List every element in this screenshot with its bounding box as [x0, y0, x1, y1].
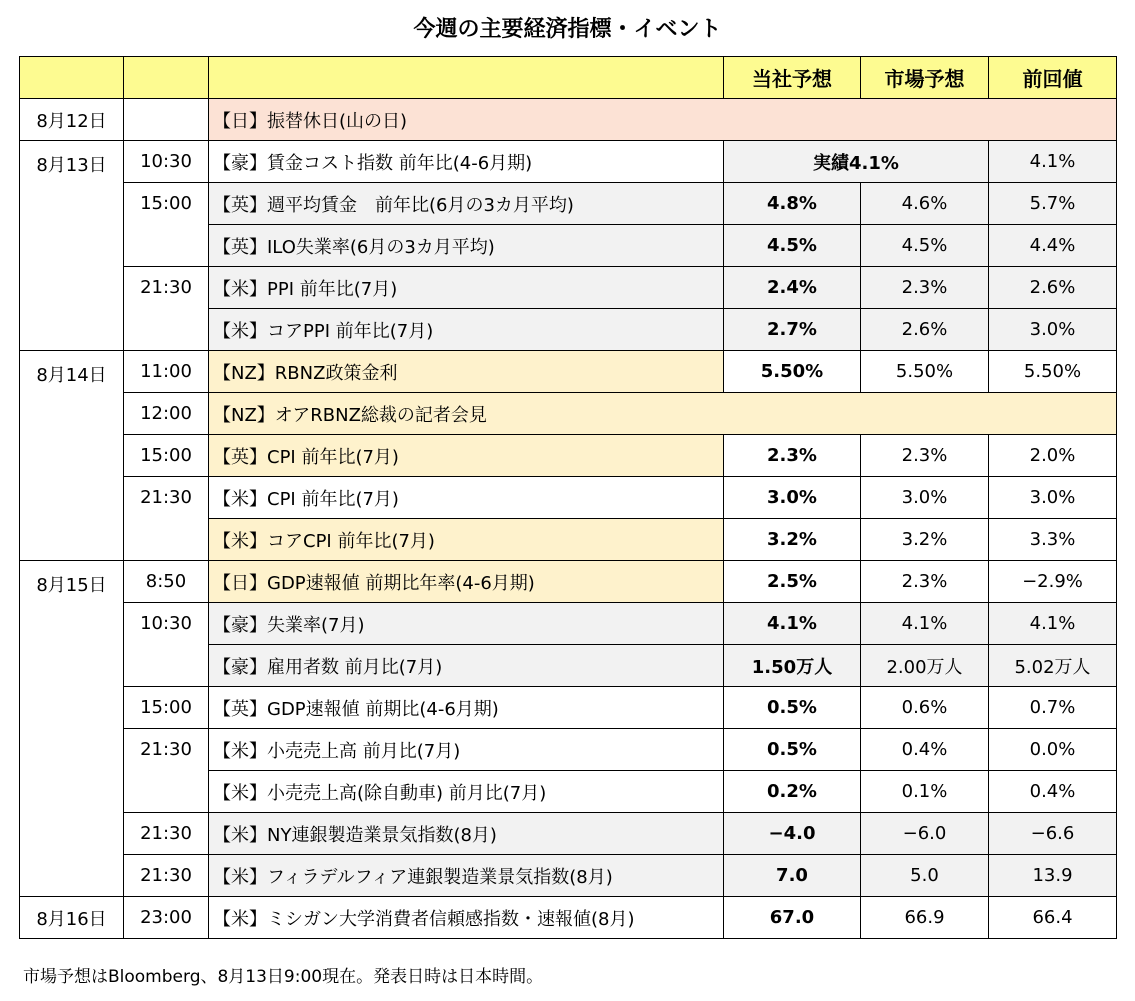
forecast-cell: 3.0% — [724, 477, 861, 519]
market-cell: 5.0 — [861, 855, 989, 897]
market-cell: 2.00万人 — [861, 645, 989, 687]
market-cell: 0.6% — [861, 687, 989, 729]
time-cell — [124, 99, 209, 141]
date-cell: 8月15日 — [20, 561, 124, 897]
time-cell: 8:50 — [124, 561, 209, 603]
market-cell: 4.5% — [861, 225, 989, 267]
header-market: 市場予想 — [861, 57, 989, 99]
previous-cell: 4.1% — [989, 141, 1117, 183]
previous-cell: 5.7% — [989, 183, 1117, 225]
previous-cell: 13.9 — [989, 855, 1117, 897]
event-cell: 【英】GDP速報値 前期比(4-6月期) — [209, 687, 724, 729]
previous-cell: 5.02万人 — [989, 645, 1117, 687]
market-cell: 66.9 — [861, 897, 989, 939]
previous-cell: 0.0% — [989, 729, 1117, 771]
time-cell: 15:00 — [124, 435, 209, 477]
event-cell: 【米】コアPPI 前年比(7月) — [209, 309, 724, 351]
time-cell: 21:30 — [124, 267, 209, 351]
market-cell: 4.6% — [861, 183, 989, 225]
forecast-cell: 4.8% — [724, 183, 861, 225]
market-cell: 3.0% — [861, 477, 989, 519]
market-cell: 2.3% — [861, 267, 989, 309]
time-cell: 15:00 — [124, 687, 209, 729]
economic-calendar-table — [19, 56, 1117, 939]
forecast-cell: 7.0 — [724, 855, 861, 897]
header-event — [209, 57, 724, 99]
market-cell: 0.1% — [861, 771, 989, 813]
forecast-cell: 2.5% — [724, 561, 861, 603]
time-cell: 21:30 — [124, 477, 209, 561]
previous-cell: 5.50% — [989, 351, 1117, 393]
forecast-cell: 5.50% — [724, 351, 861, 393]
header-previous: 前回値 — [989, 57, 1117, 99]
previous-cell: 4.1% — [989, 603, 1117, 645]
forecast-cell: 1.50万人 — [724, 645, 861, 687]
footnote: 市場予想はBloomberg、8月13日9:00現在。発表日時は日本時間。 — [23, 967, 544, 987]
forecast-cell: 2.7% — [724, 309, 861, 351]
date-cell: 8月16日 — [20, 897, 124, 939]
event-cell: 【NZ】オアRBNZ総裁の記者会見 — [209, 393, 1117, 435]
forecast-cell: 4.1% — [724, 603, 861, 645]
market-cell: 2.3% — [861, 435, 989, 477]
event-cell: 【英】ILO失業率(6月の3カ月平均) — [209, 225, 724, 267]
time-cell: 21:30 — [124, 729, 209, 813]
event-cell: 【米】PPI 前年比(7月) — [209, 267, 724, 309]
event-cell: 【豪】賃金コスト指数 前年比(4-6月期) — [209, 141, 724, 183]
event-cell: 【豪】失業率(7月) — [209, 603, 724, 645]
header-date — [20, 57, 124, 99]
table-row — [20, 855, 1117, 897]
page-title: 今週の主要経済指標・イベント — [413, 17, 722, 42]
forecast-cell: 0.2% — [724, 771, 861, 813]
forecast-cell: 4.5% — [724, 225, 861, 267]
time-cell: 10:30 — [124, 141, 209, 183]
date-cell: 8月12日 — [20, 99, 124, 141]
forecast-cell: 2.3% — [724, 435, 861, 477]
previous-cell: 3.3% — [989, 519, 1117, 561]
date-cell: 8月14日 — [20, 351, 124, 561]
header-row — [20, 57, 1117, 99]
previous-cell: 3.0% — [989, 309, 1117, 351]
market-cell: 5.50% — [861, 351, 989, 393]
market-cell: 2.3% — [861, 561, 989, 603]
market-cell: 0.4% — [861, 729, 989, 771]
event-cell: 【米】NY連銀製造業景気指数(8月) — [209, 813, 724, 855]
table-row — [20, 561, 1117, 603]
event-cell: 【米】フィラデルフィア連銀製造業景気指数(8月) — [209, 855, 724, 897]
previous-cell: −2.9% — [989, 561, 1117, 603]
event-cell: 【豪】雇用者数 前月比(7月) — [209, 645, 724, 687]
forecast-cell: 0.5% — [724, 729, 861, 771]
forecast-cell: 2.4% — [724, 267, 861, 309]
time-cell: 15:00 — [124, 183, 209, 267]
table-row — [20, 99, 1117, 141]
table-row — [20, 603, 1117, 645]
market-cell: −6.0 — [861, 813, 989, 855]
market-cell: 3.2% — [861, 519, 989, 561]
time-cell: 21:30 — [124, 855, 209, 897]
event-cell: 【日】GDP速報値 前期比年率(4-6月期) — [209, 561, 724, 603]
forecast-cell: −4.0 — [724, 813, 861, 855]
table-row — [20, 183, 1117, 225]
table-row — [20, 477, 1117, 519]
event-cell: 【英】週平均賃金 前年比(6月の3カ月平均) — [209, 183, 724, 225]
time-cell: 23:00 — [124, 897, 209, 939]
previous-cell: 3.0% — [989, 477, 1117, 519]
previous-cell: 2.0% — [989, 435, 1117, 477]
event-cell: 【米】CPI 前年比(7月) — [209, 477, 724, 519]
time-cell: 12:00 — [124, 393, 209, 435]
previous-cell: 4.4% — [989, 225, 1117, 267]
forecast-cell: 0.5% — [724, 687, 861, 729]
event-cell: 【米】小売売上高 前月比(7月) — [209, 729, 724, 771]
market-cell: 2.6% — [861, 309, 989, 351]
time-cell: 10:30 — [124, 603, 209, 687]
table-row — [20, 897, 1117, 939]
table-row — [20, 267, 1117, 309]
event-cell: 【米】ミシガン大学消費者信頼感指数・速報値(8月) — [209, 897, 724, 939]
forecast-cell: 実績4.1% — [724, 141, 989, 183]
date-cell: 8月13日 — [20, 141, 124, 351]
previous-cell: 0.4% — [989, 771, 1117, 813]
table-row — [20, 351, 1117, 393]
forecast-cell: 3.2% — [724, 519, 861, 561]
market-cell: 4.1% — [861, 603, 989, 645]
event-cell: 【米】小売売上高(除自動車) 前月比(7月) — [209, 771, 724, 813]
event-cell: 【米】コアCPI 前年比(7月) — [209, 519, 724, 561]
header-time — [124, 57, 209, 99]
time-cell: 21:30 — [124, 813, 209, 855]
previous-cell: 0.7% — [989, 687, 1117, 729]
event-cell: 【NZ】RBNZ政策金利 — [209, 351, 724, 393]
table-row — [20, 141, 1117, 183]
table-row — [20, 813, 1117, 855]
table-row — [20, 729, 1117, 771]
previous-cell: 66.4 — [989, 897, 1117, 939]
event-cell: 【日】振替休日(山の日) — [209, 99, 1117, 141]
event-cell: 【英】CPI 前年比(7月) — [209, 435, 724, 477]
previous-cell: −6.6 — [989, 813, 1117, 855]
table-row — [20, 435, 1117, 477]
previous-cell: 2.6% — [989, 267, 1117, 309]
time-cell: 11:00 — [124, 351, 209, 393]
table-row — [20, 393, 1117, 435]
header-forecast: 当社予想 — [724, 57, 861, 99]
forecast-cell: 67.0 — [724, 897, 861, 939]
table-row — [20, 687, 1117, 729]
